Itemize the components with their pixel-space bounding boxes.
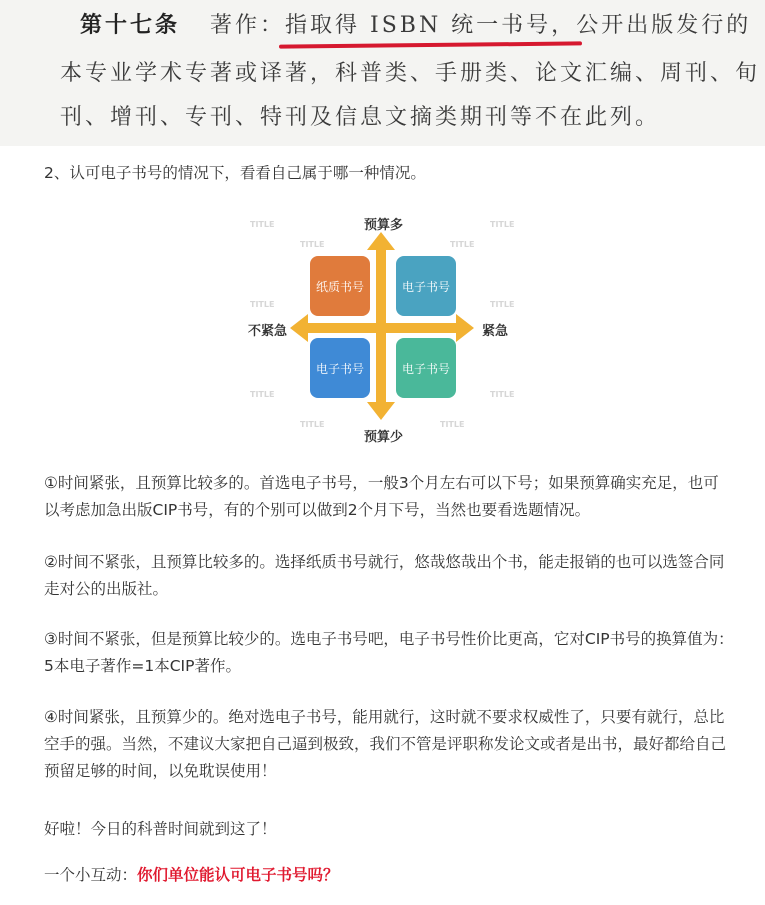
watermark: TITLE bbox=[440, 420, 465, 429]
quadrant-diagram bbox=[236, 206, 528, 450]
watermark: TITLE bbox=[300, 420, 325, 429]
scan-line-3: 刊、增刊、专刊、特刊及信息文摘类期刊等不在此列。 bbox=[60, 105, 661, 130]
quadrant-paper-book-number: 纸质书号 bbox=[310, 256, 370, 316]
arrow-up-icon bbox=[367, 232, 395, 250]
red-underline bbox=[279, 41, 582, 48]
watermark: TITLE bbox=[450, 240, 475, 249]
axis-label-bottom: 预算少 bbox=[364, 430, 404, 445]
case-2-paragraph: ②时间不紧张，且预算比较多的。选择纸质书号就行，悠哉悠哉出个书，能走报销的也可以选签合同走对公的出版社。 bbox=[44, 553, 725, 598]
scan-line-2: 本专业学术专著或译著，科普类、手册类、论文汇编、周刊、旬 bbox=[60, 61, 761, 86]
watermark: TITLE bbox=[300, 240, 325, 249]
highlighted-text: 指取得 ISBN 统一书号， bbox=[285, 13, 577, 38]
interaction-question: 你们单位能认可电子书号吗？ bbox=[137, 866, 339, 884]
quadrant-ebook-number: 电子书号 bbox=[396, 256, 456, 316]
watermark: TITLE bbox=[490, 220, 515, 229]
arrow-left-icon bbox=[290, 314, 308, 342]
arrow-right-icon bbox=[456, 314, 474, 342]
watermark: TITLE bbox=[250, 390, 275, 399]
highlighted-phrase bbox=[285, 8, 576, 39]
intro-text: 2、认可电子书号的情况下，看看自己属于哪一种情况。 bbox=[44, 164, 426, 182]
interaction-line bbox=[44, 862, 734, 889]
case-3-paragraph: ③时间不紧张，但是预算比较少的。选电子书号吧，电子书号性价比更高，它对CIP书号的换算值为：5本电子著作=1本CIP著作。 bbox=[44, 630, 734, 675]
scan-line-1 bbox=[80, 8, 751, 39]
watermark: TITLE bbox=[250, 220, 275, 229]
scan-rest: 公开出版发行的 bbox=[576, 13, 752, 38]
interaction-lead: 一个小互动： bbox=[44, 866, 138, 884]
quadrant-ebook-number: 电子书号 bbox=[310, 338, 370, 398]
quadrant-ebook-number: 电子书号 bbox=[396, 338, 456, 398]
watermark: TITLE bbox=[490, 300, 515, 309]
axis-label-right: 紧急 bbox=[482, 324, 509, 339]
watermark: TITLE bbox=[250, 300, 275, 309]
arrow-down-icon bbox=[367, 402, 395, 420]
scan-lead: 著作： bbox=[210, 13, 286, 38]
case-1-paragraph: ①时间紧张，且预算比较多的。首选电子书号，一般3个月左右可以下号；如果预算确实充足，也可以考虑加急出版CIP书号，有的个别可以做到2个月下号，当然也要看选题情况。 bbox=[44, 474, 719, 519]
article-number: 第十七条 bbox=[80, 12, 181, 38]
axis-label-top: 预算多 bbox=[364, 218, 404, 233]
watermark: TITLE bbox=[490, 390, 515, 399]
case-4-paragraph: ④时间紧张，且预算少的。绝对选电子书号，能用就行，这时就不要求权威性了，只要有就行，总比空手的强。当然，不建议大家把自己逼到极致，我们不管是评职称发论文或者是出书，最好都给自己预留足够的时间，以免耽误使用！ bbox=[44, 708, 727, 780]
axis-label-left: 不紧急 bbox=[248, 324, 288, 339]
horizontal-axis bbox=[298, 323, 466, 333]
scanned-regulation-excerpt bbox=[0, 0, 765, 146]
closing-text: 好啦！今日的科普时间就到这了！ bbox=[44, 820, 277, 838]
